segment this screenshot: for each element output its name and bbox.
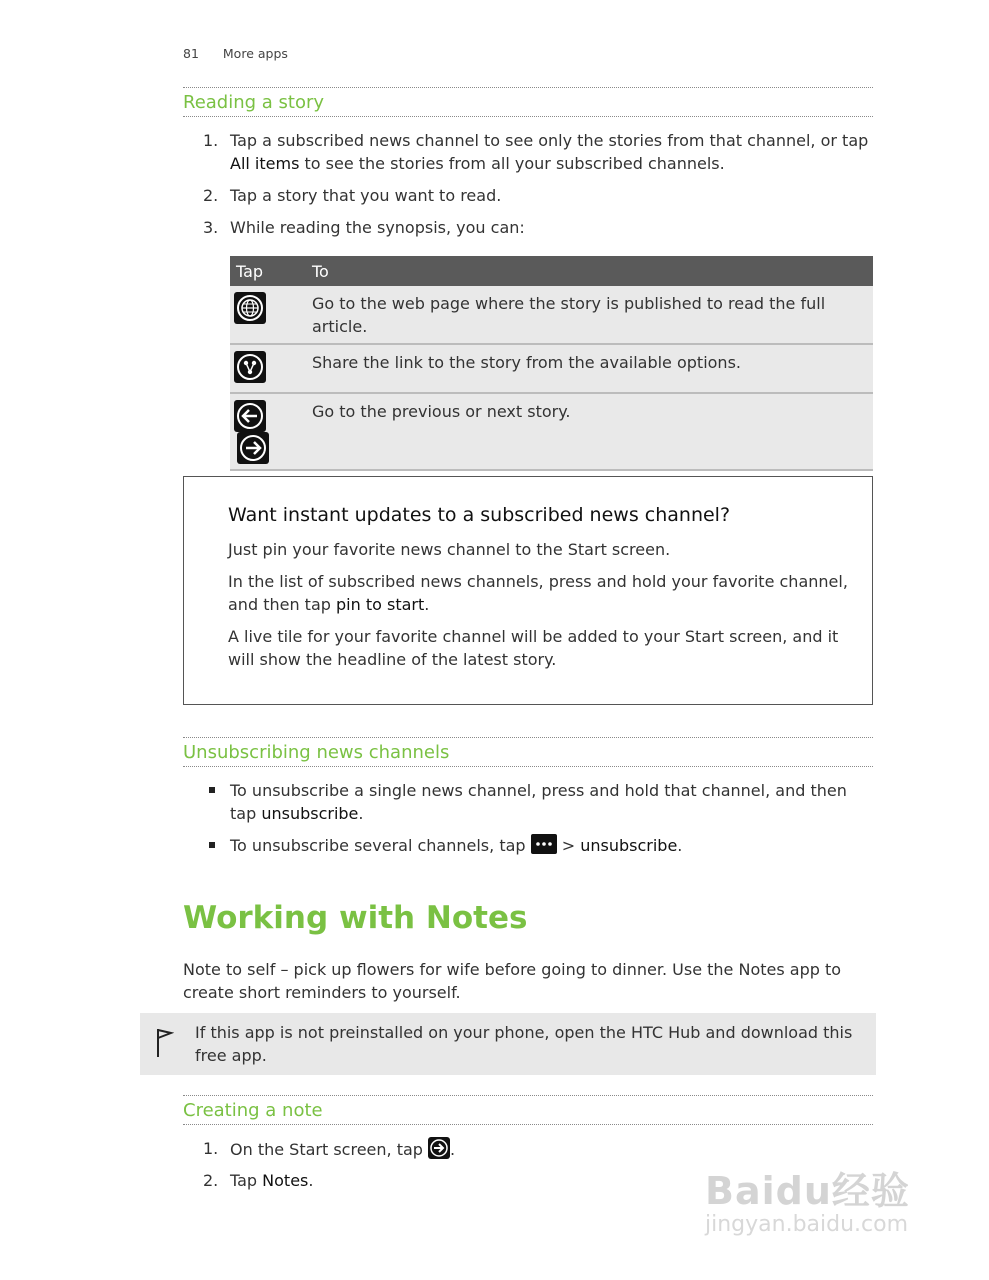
step-1 bbox=[183, 1137, 883, 1160]
tip-box bbox=[183, 476, 873, 705]
tip-title: Want instant updates to a subscribed news channel? bbox=[228, 504, 731, 526]
ui-term-unsubscribe: unsubscribe bbox=[580, 836, 678, 855]
tip-paragraph-1: Just pin your favorite news channel to the Start screen. bbox=[228, 540, 671, 559]
bullet-marker bbox=[209, 842, 215, 848]
row-description: Go to the web page where the story is published to read the full article. bbox=[306, 286, 873, 344]
step-number: 2. bbox=[203, 1171, 219, 1190]
note-callout bbox=[140, 1013, 876, 1075]
step-1 bbox=[183, 129, 883, 175]
tip-paragraph-3: A live tile for your favorite channel will be added to your Start screen, and it will show the headline of the latest story. bbox=[228, 627, 839, 669]
step-number: 1. bbox=[203, 1139, 219, 1158]
step-3 bbox=[183, 216, 883, 239]
step-text-tail: . bbox=[450, 1140, 456, 1159]
bullet-item bbox=[183, 779, 883, 825]
table-row bbox=[230, 393, 873, 470]
tip-text-tail: . bbox=[424, 595, 430, 614]
table-header-row bbox=[230, 256, 873, 286]
bullet-text: To unsubscribe several channels, tap bbox=[230, 836, 531, 855]
watermark-logo: Baidu经验 bbox=[705, 1169, 910, 1213]
step-number: 3. bbox=[203, 218, 219, 237]
section-title-unsubscribe: Unsubscribing news channels bbox=[183, 737, 873, 767]
bullet-text-tail: . bbox=[358, 804, 364, 823]
step-text: Tap bbox=[230, 1171, 263, 1190]
chapter-name: More apps bbox=[222, 46, 288, 61]
bullet-item bbox=[183, 834, 883, 857]
more-dots-icon bbox=[531, 834, 557, 854]
step-text-tail: to see the stories from all your subscribed channels. bbox=[299, 154, 725, 173]
page-number: 81 bbox=[183, 46, 199, 61]
bullet-text-tail: . bbox=[677, 836, 683, 855]
table-row bbox=[230, 344, 873, 393]
share-icon bbox=[234, 351, 266, 383]
step-number: 1. bbox=[203, 131, 219, 150]
forward-arrow-icon bbox=[237, 432, 269, 464]
header-to: To bbox=[306, 256, 873, 286]
notes-intro: Note to self – pick up flowers for wife before going to dinner. Use the Notes app to create short reminders to yourself. bbox=[183, 960, 842, 1002]
menu-separator: > bbox=[556, 836, 581, 855]
ui-term-notes: Notes bbox=[262, 1171, 309, 1190]
step-2 bbox=[183, 184, 883, 207]
note-text: If this app is not preinstalled on your phone, open the HTC Hub and download this free app. bbox=[195, 1023, 853, 1065]
tip-paragraph-2 bbox=[228, 570, 848, 616]
section-title-creating: Creating a note bbox=[183, 1095, 873, 1125]
running-header bbox=[183, 46, 288, 61]
header-tap: Tap bbox=[230, 256, 306, 286]
globe-icon bbox=[234, 292, 266, 324]
watermark-url: jingyan.baidu.com bbox=[705, 1212, 909, 1237]
ui-term-pin-to-start: pin to start bbox=[336, 595, 425, 614]
bullet-marker bbox=[209, 787, 215, 793]
step-text: On the Start screen, tap bbox=[230, 1140, 429, 1159]
table-row bbox=[230, 286, 873, 344]
ui-term-unsubscribe: unsubscribe bbox=[261, 804, 359, 823]
ui-term-all-items: All items bbox=[230, 154, 300, 173]
step-text-tail: . bbox=[308, 1171, 314, 1190]
step-text: Tap a subscribed news channel to see only the stories from that channel, or tap bbox=[230, 131, 869, 150]
bullet-text: To unsubscribe a single news channel, press and hold that channel, and then tap bbox=[230, 781, 847, 823]
step-text: Tap a story that you want to read. bbox=[230, 186, 502, 205]
tap-to-table bbox=[230, 256, 873, 471]
row-description: Share the link to the story from the available options. bbox=[306, 344, 873, 393]
row-description: Go to the previous or next story. bbox=[306, 393, 873, 470]
tip-text: In the list of subscribed news channels, press and hold your favorite channel, and then tap bbox=[228, 572, 848, 614]
chapter-heading-notes: Working with Notes bbox=[183, 900, 528, 936]
arrow-right-icon bbox=[428, 1137, 450, 1159]
flag-icon bbox=[154, 1027, 174, 1063]
back-arrow-icon bbox=[234, 400, 266, 432]
step-text: While reading the synopsis, you can: bbox=[230, 218, 525, 237]
step-number: 2. bbox=[203, 186, 219, 205]
section-title-reading: Reading a story bbox=[183, 87, 873, 117]
